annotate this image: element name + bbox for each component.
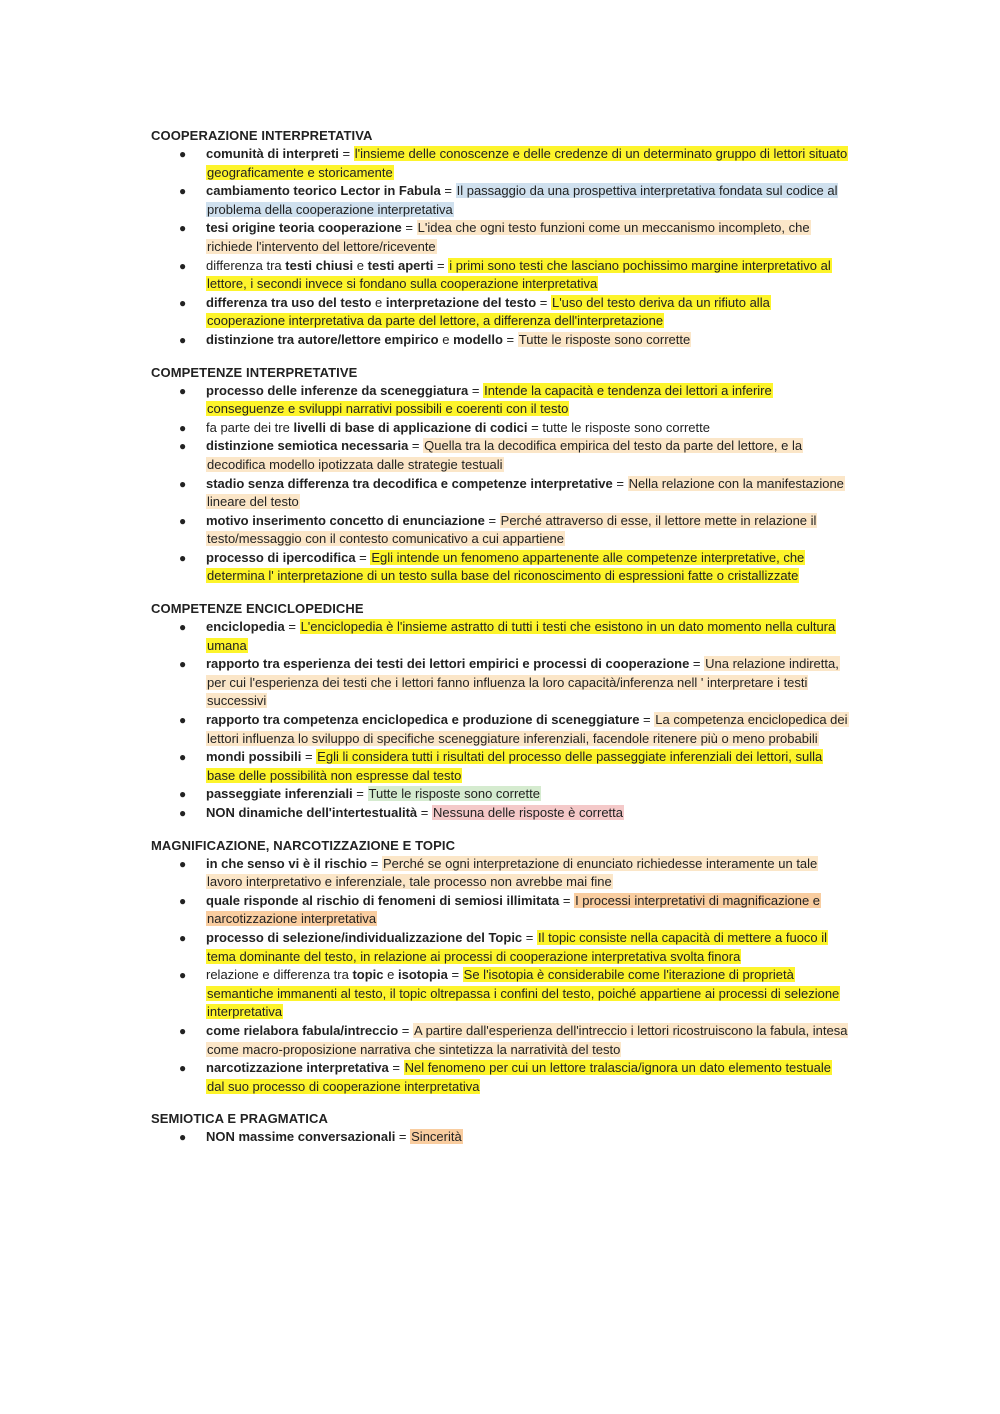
term-label: testi chiusi: [285, 257, 354, 273]
answer-highlight: l'insieme delle conoscenze e delle credenze di un determinato gruppo di lettori situato geograficamente e storicamente: [207, 146, 848, 180]
section-title: COMPETENZE INTERPRETATIVE: [151, 364, 358, 380]
term-label: processo di ipercodifica: [206, 549, 356, 565]
bullet-icon: ●: [179, 968, 187, 983]
answer-highlight: Il topic consiste nella capacità di mettere a fuoco il tema dominante del testo, in relazione ai processi di cooperazione interpretativa svolta finora: [207, 929, 828, 964]
term-label: mondi possibili: [206, 749, 302, 765]
text-run: =: [484, 512, 500, 528]
text-run: =: [536, 294, 551, 310]
list-item: [151, 929, 851, 966]
term-label: cambiamento teorico Lector in Fabula: [206, 183, 441, 199]
bullet-icon: ●: [179, 806, 187, 820]
term-label: motivo inserimento concetto di enunciazione: [206, 512, 485, 528]
text-run: =: [639, 712, 655, 728]
answer-highlight: i primi sono testi che lasciano pochissimo margine interpretativo al lettore, i secondi invece si fondano sulla cooperazione interpretativa: [207, 257, 831, 292]
bullet-icon: ●: [179, 787, 187, 802]
list-item: [151, 711, 851, 748]
term-label: processo delle inferenze da sceneggiatura: [206, 382, 469, 398]
list-item: [151, 804, 851, 823]
bullet-list: [151, 855, 851, 1097]
bullet-icon: ●: [179, 332, 187, 347]
term-label: isotopia: [398, 967, 448, 983]
bullet-icon: ●: [179, 439, 187, 454]
answer-highlight: Se l'isotopia è considerabile come l'iterazione di proprietà semantiche immanenti al testo, il topic oltrepassa i confini del testo, poiché appartiene ai processi di selezione interpretativa: [207, 967, 840, 1020]
bullet-icon: ●: [179, 550, 187, 565]
list-item: [151, 182, 851, 219]
list-item: [151, 966, 851, 1022]
bullet-icon: ●: [179, 295, 187, 310]
term-label: rapporto tra competenza enciclopedica e produzione di sceneggiature: [206, 712, 640, 728]
list-item: [151, 655, 851, 711]
answer-highlight: L'uso del testo deriva da un rifiuto alla cooperazione interpretativa da parte del lettore, a differenza dell'interpretazione: [207, 294, 770, 329]
answer-highlight: La competenza enciclopedica dei lettori influenza lo sviluppo di specifiche sceneggiature inferenziali, facendole ritenere più o meno probabili: [207, 712, 848, 746]
list-item: [151, 257, 851, 294]
list-item: [151, 437, 851, 474]
list-item: [151, 475, 851, 512]
text-run: =: [301, 749, 317, 765]
term-label: rapporto tra esperienza dei testi dei lettori empirici e processi di cooperazione: [206, 656, 690, 672]
text-run: = tutte le risposte sono corrette: [527, 419, 710, 435]
term-label: distinzione semiotica necessaria: [206, 438, 409, 454]
bullet-icon: ●: [179, 147, 187, 161]
section: [151, 127, 851, 350]
text-run: =: [417, 805, 432, 820]
text-run: fa parte dei tre: [206, 419, 294, 435]
text-run: =: [440, 183, 456, 199]
answer-highlight: Egli li considera tutti i risultati del processo delle passeggiate inferenziali dei lettori, sulla base delle possibilità non espresse dal testo: [207, 749, 823, 783]
term-label: comunità di interpreti: [206, 146, 339, 161]
list-item: [151, 294, 851, 331]
bullet-icon: ●: [179, 383, 187, 398]
answer-highlight: Intende la capacità e tendenza dei lettori a inferire conseguenze e sviluppi narrativi possibili e coerenti con il testo: [207, 382, 772, 417]
text-run: e: [353, 257, 368, 273]
section-title: COOPERAZIONE INTERPRETATIVA: [151, 128, 373, 143]
section: [151, 837, 851, 1097]
bullet-icon: ●: [179, 856, 187, 871]
list-item: [151, 512, 851, 549]
term-label: in che senso vi è il rischio: [206, 855, 368, 871]
bullet-icon: ●: [179, 258, 187, 273]
bullet-list: [151, 1128, 851, 1147]
term-label: topic: [352, 967, 384, 983]
text-run: =: [468, 382, 484, 398]
text-run: =: [367, 855, 382, 871]
text-run: =: [284, 619, 300, 635]
section: [151, 1110, 851, 1147]
term-label: NON massime conversazionali: [206, 1129, 396, 1145]
term-label: processo di selezione/individualizzazione del Topic: [206, 929, 523, 945]
term-label: modello: [453, 331, 503, 347]
term-label: come rielabora fabula/intreccio: [206, 1022, 399, 1038]
answer-highlight: Perché se ogni interpretazione di enunciato richiedesse interamente un tale lavoro interpretativo e inferenziale, tale processo non avrebbe mai fine: [207, 855, 818, 890]
answer-highlight: L'enciclopedia è l'insieme astratto di tutti i testi che esistono in un dato momento nella cultura umana: [207, 619, 836, 653]
text-run: =: [408, 438, 424, 454]
bullet-icon: ●: [179, 184, 187, 199]
bullet-icon: ●: [179, 476, 187, 491]
text-run: =: [502, 331, 518, 347]
answer-highlight: Egli intende un fenomeno appartenente alle competenze interpretative, che determina l' interpretazione di un testo sulla base del riconoscimento di espressioni fatte o cristallizzate: [207, 549, 805, 584]
term-label: distinzione tra autore/lettore empirico: [206, 331, 439, 347]
answer-highlight: Nel fenomeno per cui un lettore tralascia/ignora un dato elemento testuale dal suo processo di cooperazione interpretativa: [207, 1060, 831, 1094]
bullet-icon: ●: [179, 1061, 187, 1076]
term-label: stadio senza differenza tra decodifica e competenze interpretative: [206, 475, 613, 491]
term-label: livelli di base di applicazione di codici: [293, 419, 528, 435]
answer-highlight: L'idea che ogni testo funzioni come un meccanismo incompleto, che richiede l'intervento del lettore/ricevente: [207, 220, 810, 254]
list-item: [151, 419, 851, 438]
answer-highlight: Il passaggio da una prospettiva interpretativa fondata sul codice al problema della cooperazione interpretativa: [207, 183, 838, 217]
answer-highlight: Quella tra la decodifica empirica del testo da parte del lettore, e la decodifica modello ipotizzata dalle strategie testuali: [207, 438, 803, 472]
bullet-icon: ●: [179, 420, 187, 435]
term-label: tesi origine teoria cooperazione: [206, 220, 402, 236]
answer-highlight: Tutte le risposte sono corrette: [368, 786, 540, 802]
section-title: SEMIOTICA E PRAGMATICA: [151, 1111, 328, 1127]
bullet-icon: ●: [179, 657, 187, 672]
text-run: e: [438, 331, 454, 347]
term-label: testi aperti: [367, 257, 434, 273]
list-item: [151, 382, 851, 419]
text-run: =: [447, 967, 463, 983]
list-item: [151, 855, 851, 892]
bullet-icon: ●: [179, 620, 187, 635]
list-item: [151, 145, 851, 182]
bullet-icon: ●: [179, 1130, 187, 1145]
text-run: e: [383, 967, 398, 983]
text-run: differenza tra: [206, 257, 286, 273]
term-label: differenza tra uso del testo: [206, 294, 372, 310]
answer-highlight: I processi interpretativi di magnificazione e narcotizzazione interpretativa: [207, 892, 821, 927]
bullet-icon: ●: [179, 893, 187, 908]
list-item: [151, 1022, 851, 1059]
bullet-icon: ●: [179, 930, 187, 945]
bullet-list: [151, 145, 851, 350]
answer-highlight: Nella relazione con la manifestazione lineare del testo: [207, 475, 844, 510]
answer-highlight: A partire dall'esperienza dell'intreccio i lettori ricostruiscono la fabula, intesa come macro-proposizione narrativa che sintetizza la narratività del testo: [207, 1022, 848, 1057]
list-item: [151, 331, 851, 350]
section-title: COMPETENZE ENCICLOPEDICHE: [151, 601, 364, 617]
text-run: =: [433, 257, 449, 273]
bullet-list: [151, 618, 851, 823]
document-body: [151, 127, 851, 1161]
bullet-icon: ●: [179, 713, 187, 728]
text-run: =: [398, 1022, 414, 1038]
text-run: relazione e differenza tra: [206, 967, 353, 983]
text-run: =: [612, 475, 628, 491]
answer-highlight: Sincerità: [411, 1129, 462, 1145]
text-run: =: [689, 656, 705, 672]
list-item: [151, 892, 851, 929]
bullet-icon: ●: [179, 513, 187, 528]
term-label: passeggiate inferenziali: [206, 786, 353, 802]
term-label: quale risponde al rischio di fenomeni di semiosi illimitata: [206, 892, 560, 908]
text-run: e: [371, 294, 386, 310]
list-item: [151, 549, 851, 586]
text-run: =: [401, 220, 417, 236]
list-item: [151, 748, 851, 785]
list-item: [151, 1128, 851, 1147]
section-title: MAGNIFICAZIONE, NARCOTIZZAZIONE E TOPIC: [151, 837, 456, 853]
text-run: =: [388, 1060, 404, 1076]
text-run: =: [395, 1129, 411, 1145]
list-item: [151, 219, 851, 256]
text-run: =: [352, 786, 368, 802]
bullet-icon: ●: [179, 1023, 187, 1038]
text-run: =: [559, 892, 575, 908]
term-label: NON dinamiche dell'intertestualità: [206, 805, 418, 820]
term-label: narcotizzazione interpretativa: [206, 1060, 389, 1076]
term-label: enciclopedia: [206, 619, 285, 635]
text-run: =: [522, 929, 537, 945]
answer-highlight: Tutte le risposte sono corrette: [518, 331, 691, 347]
list-item: [151, 785, 851, 804]
answer-highlight: Nessuna delle risposte è corretta: [432, 805, 624, 820]
list-item: [151, 618, 851, 655]
term-label: interpretazione del testo: [385, 294, 537, 310]
section: [151, 364, 851, 587]
text-run: =: [355, 549, 371, 565]
section: [151, 600, 851, 823]
answer-highlight: Perché attraverso di esse, il lettore mette in relazione il testo/messaggio con il contesto comunicativo a cui appartiene: [207, 512, 817, 547]
bullet-icon: ●: [179, 750, 187, 765]
bullet-icon: ●: [179, 221, 187, 236]
bullet-list: [151, 382, 851, 587]
list-item: [151, 1059, 851, 1096]
text-run: =: [338, 146, 354, 161]
answer-highlight: Una relazione indiretta, per cui l'esperienza dei testi che i lettori fanno influenza la loro capacità/inferenza nell ' interpretare i testi successivi: [207, 656, 839, 709]
